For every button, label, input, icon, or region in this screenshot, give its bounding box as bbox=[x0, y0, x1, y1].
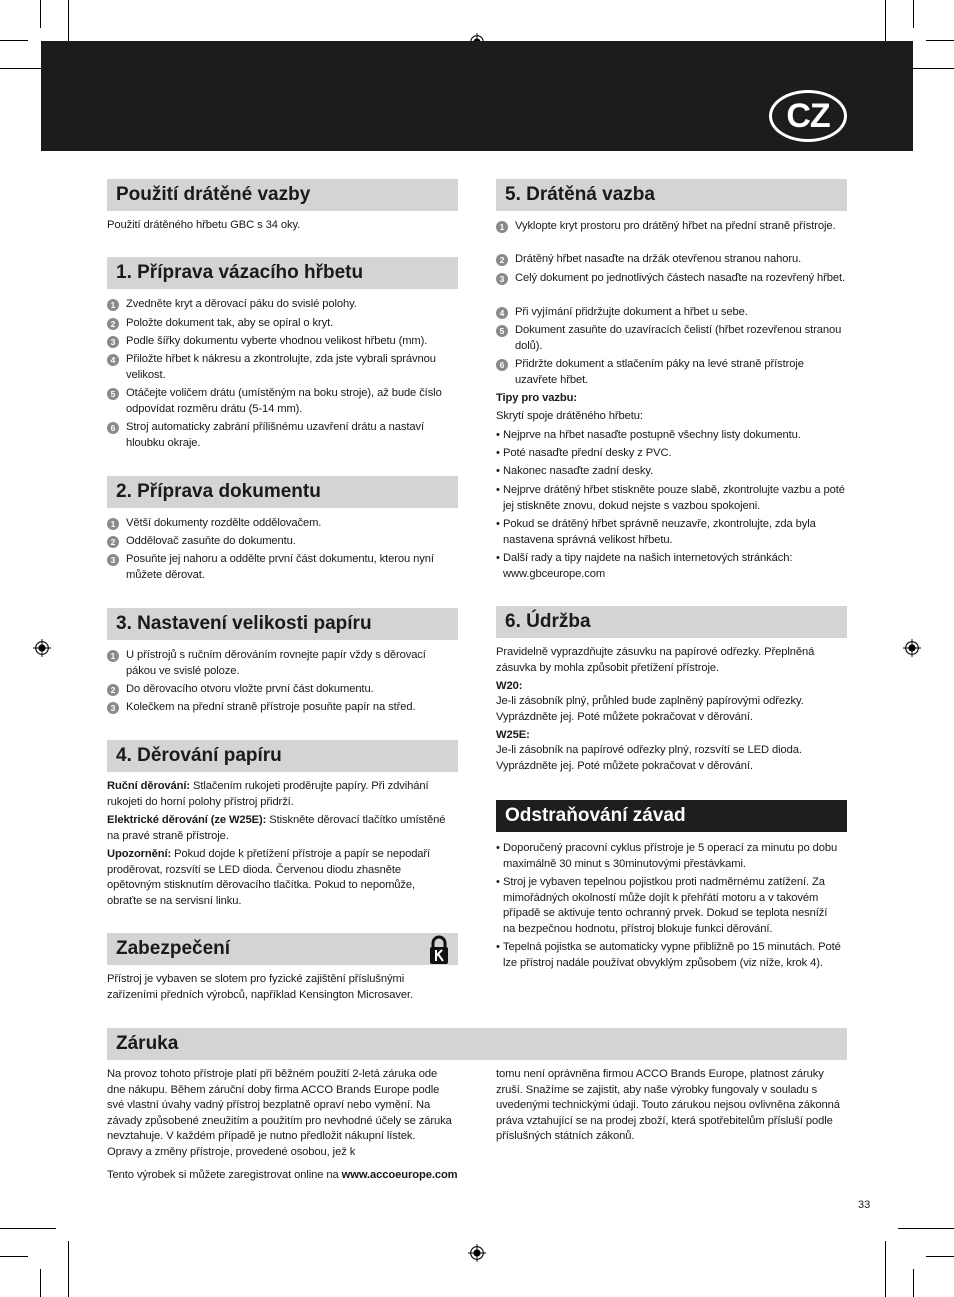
list-item: 6 Stroj automaticky zabrání přílišnému uzavření drátu a nastaví hloubku okraje. bbox=[107, 420, 458, 451]
step-number-icon: 3 bbox=[107, 554, 119, 566]
section-title-spine-prep: 1. Příprava vázacího hřbetu bbox=[107, 257, 458, 289]
step-number-icon: 2 bbox=[496, 254, 508, 266]
tips-intro: Skrytí spoje drátěného hřbetu: bbox=[496, 410, 643, 422]
list-item: 1 U přístrojů s ručním děrováním rovnejte papír vždy s děrovací pákou ve svislé poloze. bbox=[107, 648, 458, 679]
section-title-wire-binding-use: Použití drátěné vazby bbox=[107, 179, 458, 211]
header-banner bbox=[41, 41, 913, 151]
step-number-icon: 3 bbox=[496, 273, 508, 285]
model-text-w25e: Je-li zásobník na papírové odřezky plný, rozsvítí se LED dioda. Vyprázdněte jej. Poté můžete pokračovat v děrování. bbox=[496, 744, 802, 772]
page-number: 33 bbox=[858, 1199, 871, 1211]
crop-mark bbox=[40, 0, 41, 28]
crop-mark bbox=[40, 1269, 41, 1297]
crop-mark bbox=[0, 1256, 28, 1257]
step-number-icon: 1 bbox=[107, 299, 119, 311]
bullet-item: • Doporučený pracovní cyklus přístroje je 5 operací za minutu po dobu maximálně 30 minut s 30minutovými přestávkami. bbox=[496, 841, 841, 872]
step-number-icon: 6 bbox=[107, 422, 119, 434]
step-number-icon: 3 bbox=[107, 702, 119, 714]
registration-mark-icon bbox=[33, 639, 51, 657]
language-badge: CZ bbox=[769, 90, 847, 142]
list-item: 1 Větší dokumenty rozdělte oddělovačem. bbox=[107, 516, 458, 532]
list-item: 3 Posuňte jej nahoru a oddělte první část dokumentu, kterou nyní můžete děrovat. bbox=[107, 552, 458, 583]
step-number-icon: 5 bbox=[496, 325, 508, 337]
list-item: 2 Oddělovač zasuňte do dokumentu. bbox=[107, 534, 458, 550]
section-title-maintenance: 6. Údržba bbox=[496, 606, 847, 638]
section-title-doc-prep: 2. Příprava dokumentu bbox=[107, 476, 458, 508]
step-number-icon: 1 bbox=[107, 518, 119, 530]
section-text: Použití drátěného hřbetu GBC s 34 oky. bbox=[107, 219, 301, 231]
crop-mark bbox=[0, 40, 28, 41]
bullet-item: • Nejprve drátěný hřbet stiskněte pouze slabě, zkontrolujte vazbu a poté jej stiskněte znovu, dokud nejste s vazbou spokojeni. bbox=[496, 483, 847, 514]
list-item: 5 Otáčejte voličem drátu (umístěným na boku stroje), až bude číslo odpovídat rozměru drátu (5-14 mm). bbox=[107, 386, 458, 417]
section-text: Přístroj je vybaven se slotem pro fyzické zajištění příslušnými zařízeními předních výrobců, například Kensington Microsaver. bbox=[107, 973, 414, 1001]
list-item: 4 Při vyjímání přidržujte dokument a hřbet u sebe. bbox=[496, 305, 847, 321]
list-item: 6 Přidržte dokument a stlačením páky na levé straně přístroje uzavřete hřbet. bbox=[496, 357, 847, 388]
register-line: Tento výrobek si můžete zaregistrovat online na www.accoeurope.com bbox=[107, 1169, 458, 1181]
crop-mark bbox=[885, 1241, 886, 1297]
crop-mark bbox=[913, 1269, 914, 1297]
crop-mark bbox=[926, 40, 954, 41]
step-number-icon: 3 bbox=[107, 336, 119, 348]
list-item: 2 Do děrovacího otvoru vložte první část dokumentu. bbox=[107, 682, 458, 698]
model-label-w20: W20: bbox=[496, 680, 523, 692]
list-item: 3 Celý dokument po jednotlivých částech nasaďte na rozevřený hřbet. bbox=[496, 271, 847, 287]
list-item: 2 Drátěný hřbet nasaďte na držák otevřenou stranou nahoru. bbox=[496, 252, 847, 268]
paragraph-manual-punching: Ruční děrování: Stlačením rukojeti proděrujte papíry. Při zdvihání rukojeti do horní polohy přístroj přidrží. bbox=[107, 780, 429, 808]
bullet-item: • Nakonec nasaďte zadní desky. bbox=[496, 464, 847, 480]
paragraph-electric-punching: Elektrické děrování (ze W25E): Stiskněte děrovací tlačítko umístěné na pravé straně přístroje. bbox=[107, 814, 446, 842]
crop-mark bbox=[68, 1241, 69, 1297]
crop-mark bbox=[913, 0, 914, 28]
paragraph-warning: Upozornění: Pokud dojde k přetížení přístroje a papír se nepodaří proděrovat, rozsvítí se LED dioda. Červenou diodu zhasněte opětovným stisknutím děrovacího tlačítka. Pokud to nepomůže, obraťte se na servisní linku. bbox=[107, 848, 431, 907]
register-link[interactable]: www.accoeurope.com bbox=[341, 1169, 458, 1181]
list-item: 3 Podle šířky dokumentu vyberte vhodnou velikost hřbetu (mm). bbox=[107, 334, 458, 350]
step-number-icon: 2 bbox=[107, 536, 119, 548]
crop-mark bbox=[0, 1228, 56, 1229]
section-title-wire-binding: 5. Drátěná vazba bbox=[496, 179, 847, 211]
bullet-item: • Poté nasaďte přední desky z PVC. bbox=[496, 446, 847, 462]
warranty-text-col2: tomu není oprávněna firmou ACCO Brands Europe, platnost záruky zruší. Snažíme se zajistit, aby naše výrobky fungovaly v souladu s uvedenými technickými údaji. Touto zárukou nejsou ovlivněna zákonná práva vztahující se na prodej zboží, která spotřebitelům přísluší podle příslušných státních zákonů. bbox=[496, 1068, 840, 1143]
step-number-icon: 2 bbox=[107, 318, 119, 330]
step-number-icon: 2 bbox=[107, 684, 119, 696]
step-number-icon: 6 bbox=[496, 359, 508, 371]
section-text: Pravidelně vyprazdňujte zásuvku na papírové odřezky. Přeplněná zásuvka by mohla způsobit přetížení přístroje. bbox=[496, 646, 815, 674]
step-number-icon: 1 bbox=[107, 650, 119, 662]
step-number-icon: 4 bbox=[107, 354, 119, 366]
kensington-lock-icon bbox=[428, 935, 450, 965]
step-number-icon: 1 bbox=[496, 221, 508, 233]
registration-mark-icon bbox=[903, 639, 921, 657]
step-number-icon: 4 bbox=[496, 307, 508, 319]
crop-mark bbox=[926, 1256, 954, 1257]
bullet-item: • Nejprve na hřbet nasaďte postupně všechny listy dokumentu. bbox=[496, 428, 847, 444]
bullet-item: • Tepelná pojistka se automaticky vypne přibližně po 15 minutách. Poté lze přístroj nadále používat obvyklým způsobem (viz níže, krok 4). bbox=[496, 940, 841, 971]
list-item: 2 Položte dokument tak, aby se opíral o kryt. bbox=[107, 316, 458, 332]
section-title-security: Zabezpečení bbox=[107, 933, 458, 965]
registration-mark-icon bbox=[468, 1244, 486, 1262]
section-title-paper-size: 3. Nastavení velikosti papíru bbox=[107, 608, 458, 640]
list-item: 1 Zvedněte kryt a děrovací páku do svislé polohy. bbox=[107, 297, 458, 313]
crop-mark bbox=[898, 1228, 954, 1229]
bullet-item: • Pokud se drátěný hřbet správně neuzavře, zkontrolujte, zda byla nastavena správná velikost hřbetu. bbox=[496, 517, 847, 548]
step-number-icon: 5 bbox=[107, 388, 119, 400]
list-item: 4 Přiložte hřbet k nákresu a zkontrolujte, zda jste vybrali správnou velikost. bbox=[107, 352, 458, 383]
tips-title: Tipy pro vazbu: bbox=[496, 392, 577, 404]
list-item: 5 Dokument zasuňte do uzavíracích čelistí (hřbet rozevřenou stranou dolů). bbox=[496, 323, 847, 354]
warranty-text-col1: Na provoz tohoto přístroje platí při běžném použití 2-letá záruka ode dne nákupu. Během záruční doby firma ACCO Brands Europe podle své vlastní úvahy vadný přístroj bezplatně opraví nebo vymění. Na závady způsobené zneužitím a použitím pro nevhodné účely se záruka nevztahuje. V každém případě je nutno předložit nákupní lístek. Opravy a změny přístroje, provedené osobou, jež k bbox=[107, 1068, 452, 1158]
section-title-warranty: Záruka bbox=[107, 1028, 847, 1060]
list-item: 1 Vyklopte kryt prostoru pro drátěný hřbet na přední straně přístroje. bbox=[496, 219, 847, 235]
bullet-item: • Stroj je vybaven tepelnou pojistkou proti nadměrnému zatížení. Za mimořádných okolností může dojít k přehřátí motoru a v takovém případě se aktivuje tento ochranný prvek. Dokud se teplota nesníží na bezpečnou hodnotu, přístroj blokuje funkci děrování. bbox=[496, 875, 841, 937]
model-text-w20: Je-li zásobník plný, průhled bude zaplněný papírovými odřezky. Vyprázdněte jej. Poté můžete pokračovat v děrování. bbox=[496, 695, 804, 723]
section-title-punching: 4. Děrování papíru bbox=[107, 740, 458, 772]
model-label-w25e: W25E: bbox=[496, 729, 530, 741]
bullet-item: • Další rady a tipy najdete na našich internetových stránkách: www.gbceurope.com bbox=[496, 551, 816, 582]
list-item: 3 Kolečkem na přední straně přístroje posuňte papír na střed. bbox=[107, 700, 458, 716]
section-title-troubleshooting: Odstraňování závad bbox=[496, 800, 847, 832]
